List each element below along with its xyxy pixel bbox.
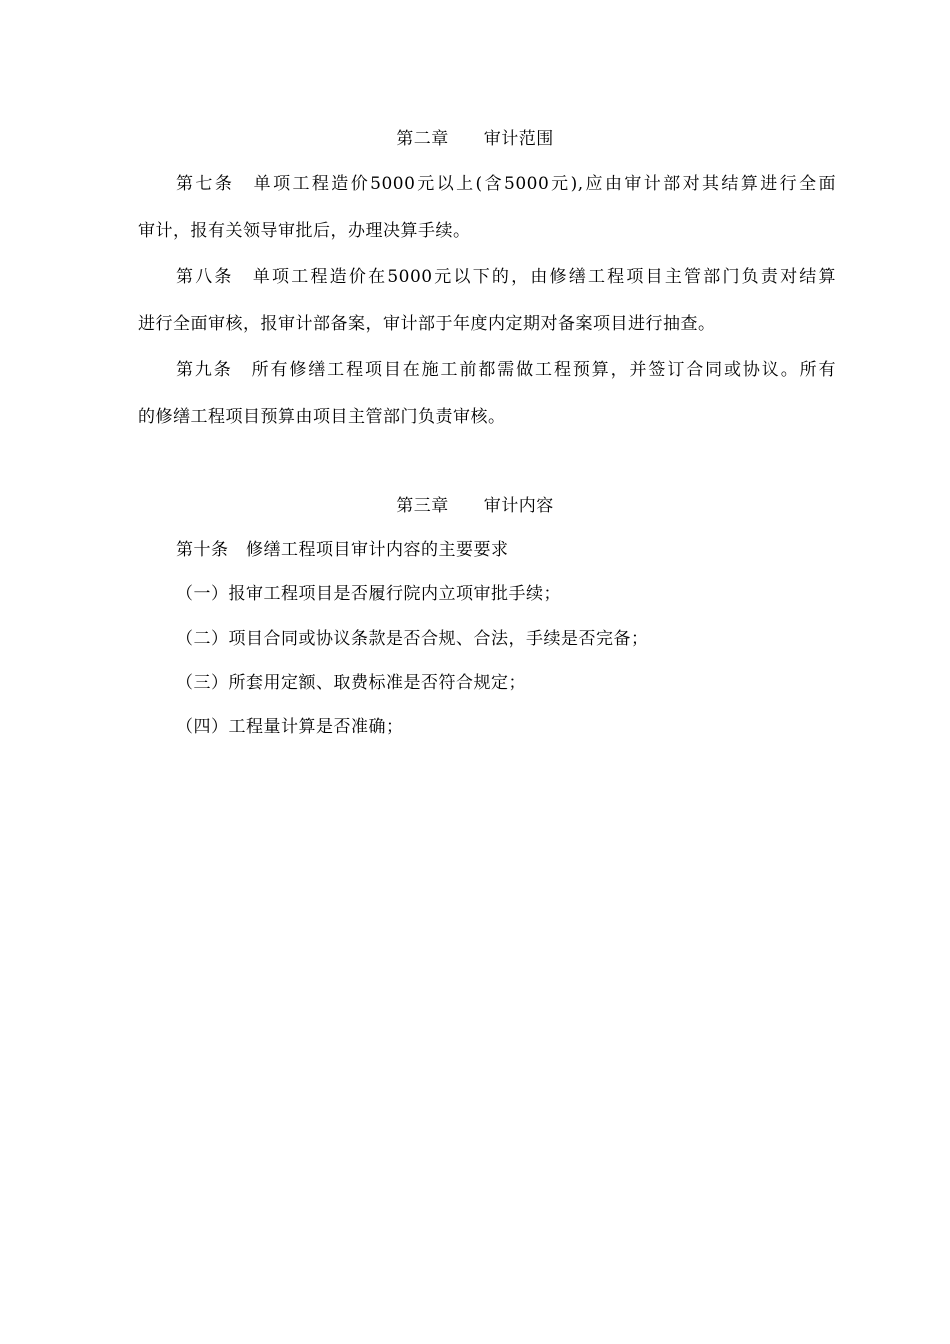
article-9-line-2: 的修缮工程项目预算由项目主管部门负责审核。	[138, 407, 506, 427]
requirement-item-3: （三）所套用定额、取费标准是否符合规定；	[176, 673, 526, 693]
requirement-item-1: （一）报审工程项目是否履行院内立项审批手续；	[176, 584, 561, 604]
article-8-line-2: 进行全面审核，报审计部备案，审计部于年度内定期对备案项目进行抽查。	[138, 314, 716, 334]
chapter-2-heading: 第二章 审计范围	[396, 129, 554, 149]
article-9-line-1: 第九条 所有修缮工程项目在施工前都需做工程预算，并签订合同或协议。所有	[176, 360, 836, 380]
requirement-item-2: （二）项目合同或协议条款是否合规、合法，手续是否完备；	[176, 629, 649, 649]
article-8-line-1: 第八条 单项工程造价在5000元以下的，由修缮工程项目主管部门负责对结算	[176, 267, 836, 287]
requirement-item-4: （四）工程量计算是否准确；	[176, 717, 404, 737]
article-10: 第十条 修缮工程项目审计内容的主要要求	[176, 540, 509, 560]
chapter-3-heading: 第三章 审计内容	[396, 496, 554, 516]
article-7-line-2: 审计，报有关领导审批后，办理决算手续。	[138, 221, 471, 241]
article-7-line-1: 第七条 单项工程造价5000元以上(含5000元),应由审计部对其结算进行全面	[176, 174, 836, 194]
